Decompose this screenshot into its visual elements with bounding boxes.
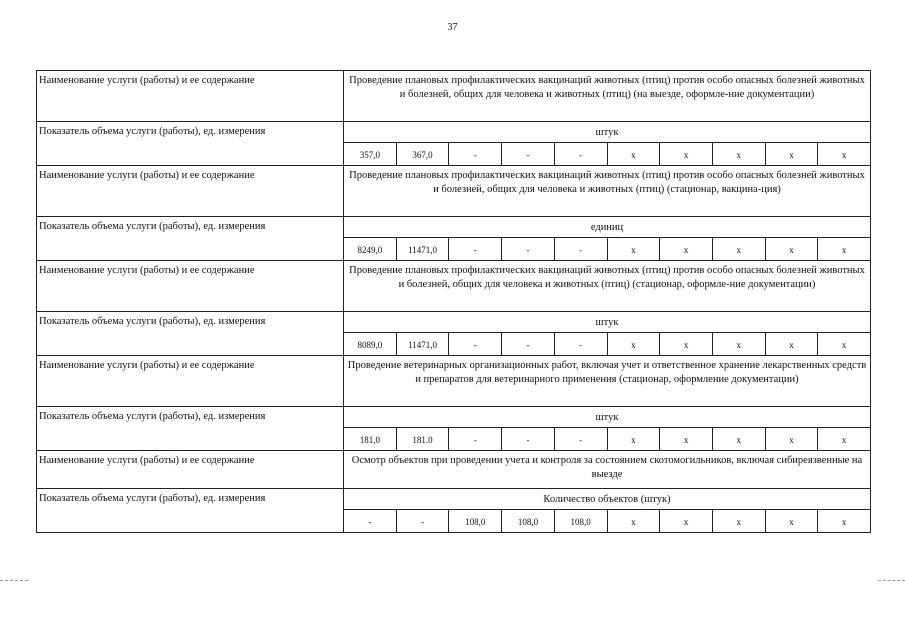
value-cell: x [659,143,712,165]
volume-unit-row [37,312,871,333]
service-name-label: Наименование услуги (работы) и ее содержание [37,166,344,217]
value-cell: x [817,333,870,355]
value-cell: x [765,143,818,165]
value-cell: - [501,238,554,260]
value-cell: x [817,143,870,165]
value-cell: 8089,0 [357,340,383,350]
values-cell [344,143,871,166]
page-edge-left [0,580,28,581]
value-cell: - [448,428,501,450]
volume-unit-row [37,217,871,238]
volume-unit: штук [344,407,871,428]
value-cell: - [448,143,501,165]
volume-indicator-label: Показатель объема услуги (работы), ед. измерения [37,489,344,533]
value-cell: - [448,238,501,260]
value-cell: 11471,0 [396,333,449,355]
service-name-row [37,71,871,122]
volume-unit-row [37,407,871,428]
value-cell: 108,0 [501,510,554,532]
service-name-row [37,166,871,217]
volume-indicator-label: Показатель объема услуги (работы), ед. измерения [37,217,344,261]
volume-unit: штук [344,312,871,333]
value-cell: x [712,333,765,355]
service-name-row [37,451,871,489]
page-edge-right [878,580,905,581]
value-cell: x [817,428,870,450]
service-description: Проведение плановых профилактических вакцинаций животных (птиц) против особо опасных болезней животных и болезней, общих для человека и животных (птиц) (стационар, оформле-ние документации) [344,261,871,312]
value-cell: x [817,510,870,532]
service-description: Проведение плановых профилактических вакцинаций животных (птиц) против особо опасных болезней животных и болезней, общих для человека и животных (птиц) (стационар, вакцина-ция) [344,166,871,217]
value-cell: x [659,428,712,450]
value-cell: x [607,143,660,165]
value-cell: x [607,333,660,355]
value-cell: x [607,510,660,532]
volume-unit: штук [344,122,871,143]
service-name-row [37,356,871,407]
value-cell: - [501,143,554,165]
value-cell: - [368,517,372,527]
value-cell: 108,0 [448,510,501,532]
service-name-label: Наименование услуги (работы) и ее содержание [37,356,344,407]
page-number: 37 [447,22,458,33]
value-cell: - [554,238,607,260]
service-name-label: Наименование услуги (работы) и ее содержание [37,451,344,489]
values-cell [344,428,871,451]
value-cell: x [607,238,660,260]
value-cell: - [554,143,607,165]
value-cell: x [712,238,765,260]
value-cell: 8249,0 [357,245,383,255]
values-cell [344,238,871,261]
value-cell: - [448,333,501,355]
value-cell: x [765,510,818,532]
values-grid [344,333,870,355]
service-name-label: Наименование услуги (работы) и ее содержание [37,71,344,122]
volume-unit-row [37,122,871,143]
values-grid [344,428,870,450]
service-description: Осмотр объектов при проведении учета и контроля за состоянием скотомогильников, включая сибиреязвенные на выезде [344,451,871,489]
service-name-row [37,261,871,312]
volume-unit: единиц [344,217,871,238]
volume-indicator-label: Показатель объема услуги (работы), ед. измерения [37,312,344,356]
value-cell: x [659,238,712,260]
value-cell: 367,0 [396,143,449,165]
value-cell: x [607,428,660,450]
value-cell: 11471,0 [396,238,449,260]
volume-unit: Количество объектов (штук) [344,489,871,510]
values-grid [344,238,870,260]
values-grid [344,143,870,165]
value-cell: x [712,510,765,532]
value-cell: x [817,238,870,260]
value-cell: x [712,143,765,165]
value-cell: - [396,510,449,532]
service-description: Проведение ветеринарных организационных работ, включая учет и ответственное хранение лекарственных средств и препаратов для ветеринарного применения (стационар, оформление документации) [344,356,871,407]
value-cell: 181,0 [359,435,380,445]
value-cell: - [554,428,607,450]
service-name-label: Наименование услуги (работы) и ее содержание [37,261,344,312]
value-cell: 108,0 [554,510,607,532]
value-cell: - [554,333,607,355]
values-cell [344,333,871,356]
values-grid [344,510,870,532]
services-table [36,70,871,533]
value-cell: x [765,428,818,450]
value-cell: 357,0 [359,150,380,160]
value-cell: x [659,333,712,355]
values-cell [344,510,871,533]
value-cell: x [712,428,765,450]
value-cell: x [659,510,712,532]
volume-indicator-label: Показатель объема услуги (работы), ед. измерения [37,122,344,166]
value-cell: - [501,428,554,450]
value-cell: x [765,238,818,260]
volume-unit-row [37,489,871,510]
volume-indicator-label: Показатель объема услуги (работы), ед. измерения [37,407,344,451]
value-cell: - [501,333,554,355]
service-description: Проведение плановых профилактических вакцинаций животных (птиц) против особо опасных болезней животных и болезней, общих для человека и животных (птиц) (на выезде, оформле-ние документации) [344,71,871,122]
value-cell: 181.0 [396,428,449,450]
value-cell: x [765,333,818,355]
